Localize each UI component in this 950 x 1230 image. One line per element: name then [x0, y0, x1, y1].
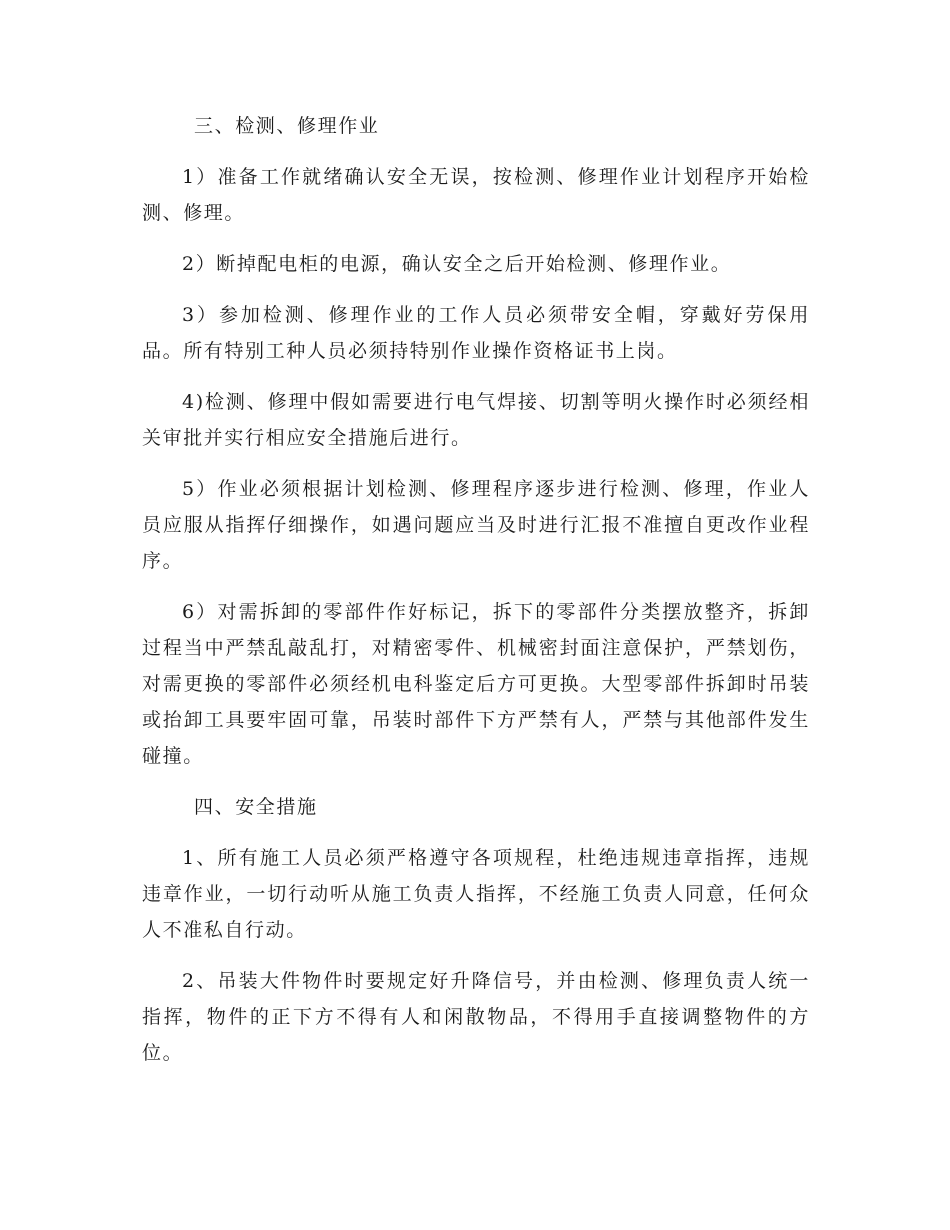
section-heading-safety-measures: 四、安全措施: [194, 796, 318, 818]
paragraph-item-5: 5）作业必须根据计划检测、修理程序逐步进行检测、修理，作业人员应服从指挥仔细操作，如遇问题应当及时进行汇报不准擅自更改作业程序。: [142, 478, 810, 572]
paragraph-safety-1: 1、所有施工人员必须严格遵守各项规程，杜绝违规违章指挥，违规违章作业，一切行动听从施工负责人指挥，不经施工负责人同意，任何众人不准私自行动。: [142, 847, 810, 941]
paragraph-item-6: 6）对需拆卸的零部件作好标记，拆下的零部件分类摆放整齐，拆卸过程当中严禁乱敲乱打，对精密零件、机械密封面注意保护，严禁划伤，对需更换的零部件必须经机电科鉴定后方可更换。大型零部件拆卸时吊装或抬卸工具要牢固可靠，吊装时部件下方严禁有人，严禁与其他部件发生碰撞。: [142, 601, 810, 767]
paragraph-item-2: 2）断掉配电柜的电源，确认安全之后开始检测、修理作业。: [182, 253, 732, 275]
paragraph-item-4: 4)检测、修理中假如需要进行电气焊接、切割等明火操作时必须经相关审批并实行相应安全措施后进行。: [142, 391, 810, 449]
paragraph-item-3: 3）参加检测、修理作业的工作人员必须带安全帽，穿戴好劳保用品。所有特别工种人员必须持特别作业操作资格证书上岗。: [142, 304, 810, 362]
paragraph-safety-2: 2、吊装大件物件时要规定好升降信号，并由检测、修理负责人统一指挥，物件的正下方不得有人和闲散物品，不得用手直接调整物件的方位。: [142, 970, 810, 1064]
section-heading-inspection-repair: 三、检测、修理作业: [194, 115, 380, 137]
paragraph-item-1: 1）准备工作就绪确认安全无误，按检测、修理作业计划程序开始检测、修理。: [142, 166, 810, 224]
